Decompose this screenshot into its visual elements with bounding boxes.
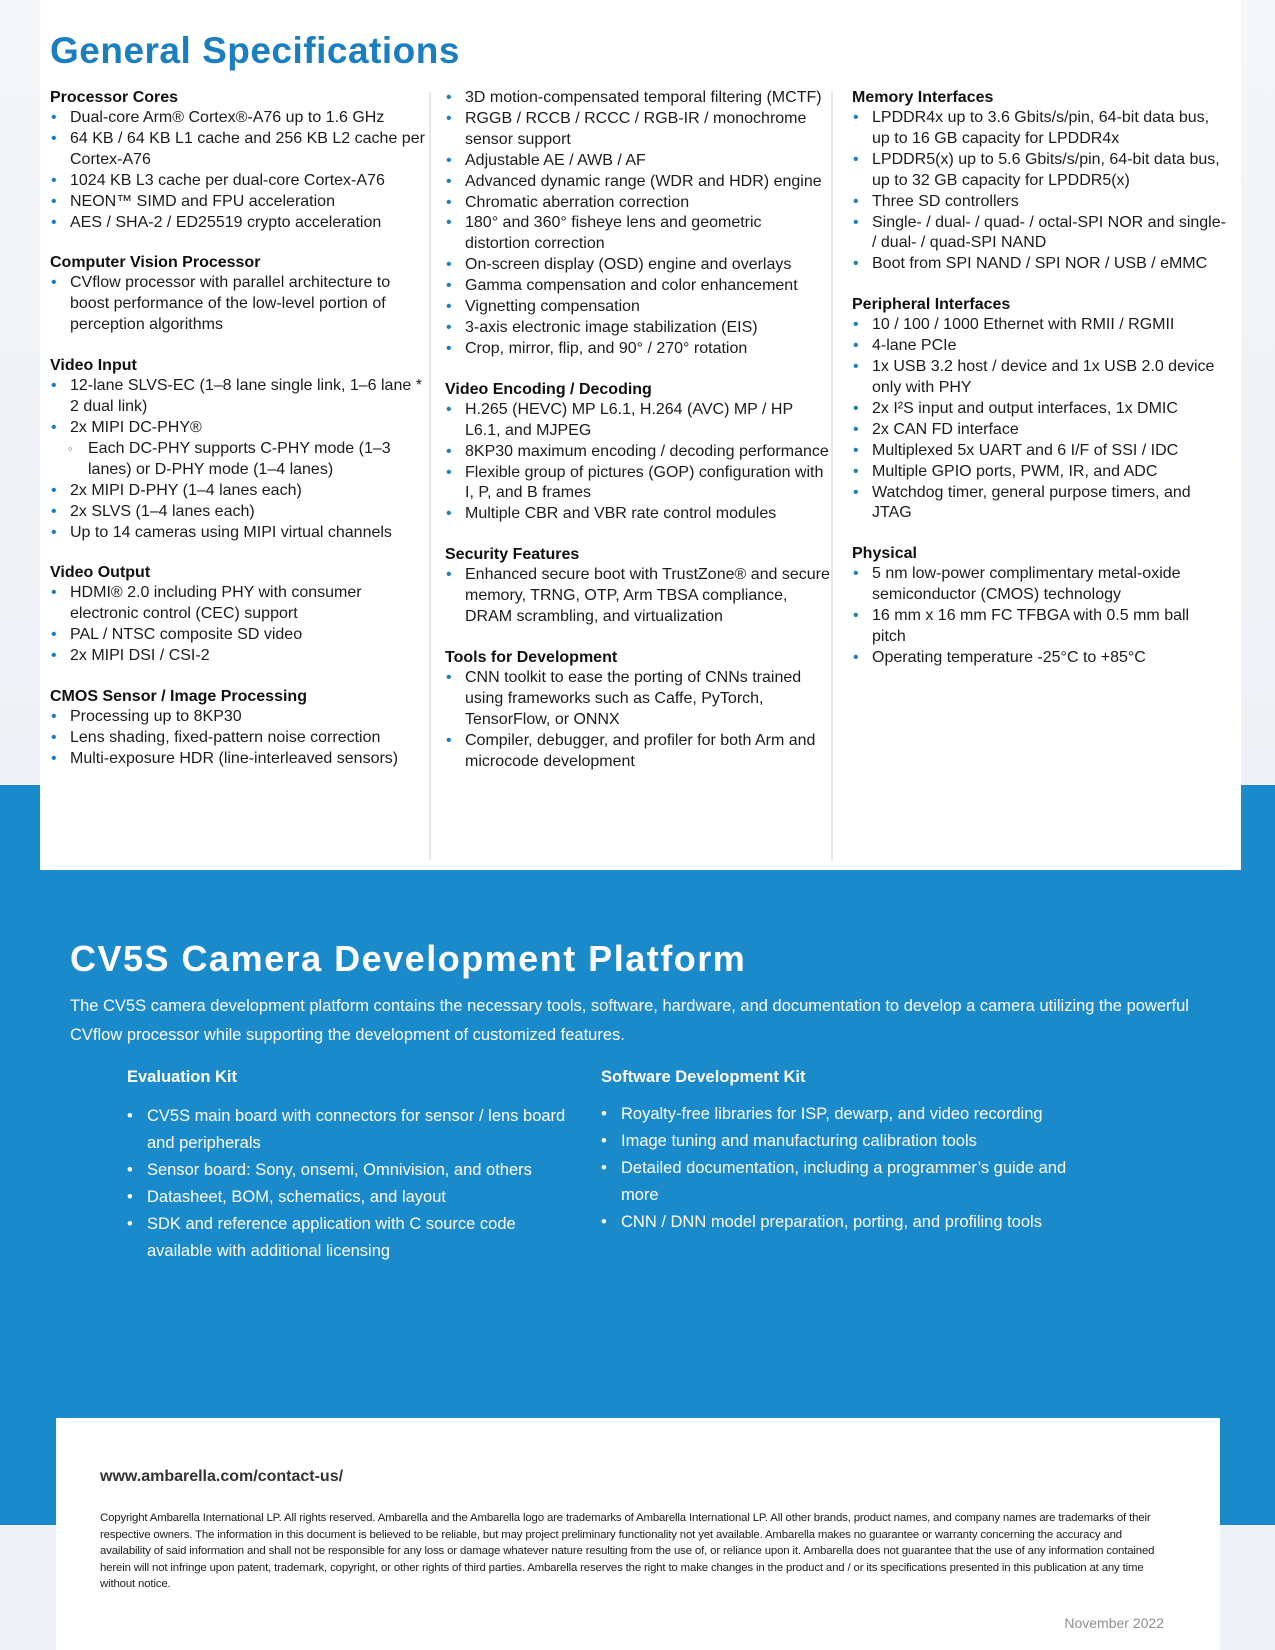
spec-item: • 64 KB / 64 KB L1 cache and 256 KB L2 cache per Cortex-A76 xyxy=(50,129,425,171)
evaluation-kit-list xyxy=(127,1103,567,1265)
platform-title: CV5S Camera Development Platform xyxy=(70,938,747,979)
spec-item: • H.265 (HEVC) MP L6.1, H.264 (AVC) MP / HP L6.1, and MJPEG xyxy=(445,400,830,442)
spec-section xyxy=(445,545,830,628)
spec-sub-item: ◦ Each DC-PHY supports C-PHY mode (1–3 lanes) or D-PHY mode (1–4 lanes) xyxy=(50,439,425,481)
spec-section-heading: Tools for Development xyxy=(445,648,618,666)
spec-item: • NEON™ SIMD and FPU acceleration xyxy=(50,192,425,213)
spec-item: • Flexible group of pictures (GOP) configuration with I, P, and B frames xyxy=(445,463,830,505)
spec-list xyxy=(50,108,425,233)
spec-item: • Enhanced secure boot with TrustZone® and secure memory, TRNG, OTP, Arm TBSA compliance, DRAM scrambling, and virtualization xyxy=(445,565,830,628)
sdk-heading: Software Development Kit xyxy=(601,1068,806,1086)
spec-section xyxy=(445,380,830,525)
spec-item: • Processing up to 8KP30 xyxy=(50,707,425,728)
sdk-list xyxy=(601,1101,1071,1236)
kit-item: • CV5S main board with connectors for sensor / lens board and peripherals xyxy=(127,1103,567,1157)
spec-item: • 180° and 360° fisheye lens and geometric distortion correction xyxy=(445,213,830,255)
spec-item: • Advanced dynamic range (WDR and HDR) engine xyxy=(445,172,830,193)
spec-item: • Boot from SPI NAND / SPI NOR / USB / eMMC xyxy=(852,254,1227,275)
spec-item: • Gamma compensation and color enhancement xyxy=(445,276,830,297)
footer-card xyxy=(56,1418,1220,1650)
column-divider xyxy=(831,92,833,860)
spec-list xyxy=(50,273,425,336)
spec-item: • Multi-exposure HDR (line-interleaved sensors) xyxy=(50,749,425,770)
spec-item: • CNN toolkit to ease the porting of CNNs trained using frameworks such as Caffe, PyTorch, TensorFlow, or ONNX xyxy=(445,668,830,731)
spec-list xyxy=(852,108,1227,275)
spec-item: • Adjustable AE / AWB / AF xyxy=(445,151,830,172)
spec-item: • 2x MIPI D-PHY (1–4 lanes each) xyxy=(50,481,425,502)
spec-item: • Vignetting compensation xyxy=(445,297,830,318)
spec-item: • PAL / NTSC composite SD video xyxy=(50,625,425,646)
kit-item: • Image tuning and manufacturing calibration tools xyxy=(601,1128,1071,1155)
spec-section xyxy=(852,295,1227,524)
spec-list xyxy=(50,707,425,770)
spec-section-heading: Video Input xyxy=(50,357,137,375)
kit-item: • Sensor board: Sony, onsemi, Omnivision, and others xyxy=(127,1157,567,1184)
spec-item: • LPDDR5(x) up to 5.6 Gbits/s/pin, 64-bit data bus, up to 32 GB capacity for LPDDR5(x) xyxy=(852,150,1227,192)
spec-item: • LPDDR4x up to 3.6 Gbits/s/pin, 64-bit data bus, up to 16 GB capacity for LPDDR4x xyxy=(852,108,1227,150)
spec-item: • Multiple GPIO ports, PWM, IR, and ADC xyxy=(852,462,1227,483)
spec-list xyxy=(445,565,830,628)
spec-item: • 10 / 100 / 1000 Ethernet with RMII / RGMII xyxy=(852,315,1227,336)
spec-item: • Single- / dual- / quad- / octal-SPI NOR and single- / dual- / quad-SPI NAND xyxy=(852,213,1227,255)
evaluation-kit-heading: Evaluation Kit xyxy=(127,1068,238,1086)
spec-item: • CVflow processor with parallel architecture to boost performance of the low-level portion of perception algorithms xyxy=(50,273,425,336)
spec-item: • Multiplexed 5x UART and 6 I/F of SSI / IDC xyxy=(852,441,1227,462)
spec-item: • 3D motion-compensated temporal filtering (MCTF) xyxy=(445,88,830,109)
platform-description: The CV5S camera development platform contains the necessary tools, software, hardware, and documentation to develop a camera utilizing the powerful CVflow processor while supporting the development of customized features. xyxy=(70,997,1189,1044)
spec-list xyxy=(852,315,1227,524)
spec-section xyxy=(445,88,830,360)
spec-item: • Three SD controllers xyxy=(852,192,1227,213)
spec-section-heading: Security Features xyxy=(445,546,580,564)
spec-section-heading: Video Output xyxy=(50,564,151,582)
spec-section xyxy=(50,563,425,667)
publication-date: November 2022 xyxy=(1064,1615,1164,1631)
spec-item: • RGGB / RCCB / RCCC / RGB-IR / monochrome sensor support xyxy=(445,109,830,151)
spec-item: • 3-axis electronic image stabilization (EIS) xyxy=(445,318,830,339)
column-divider xyxy=(429,92,431,860)
spec-section xyxy=(852,544,1227,669)
spec-item: • Up to 14 cameras using MIPI virtual channels xyxy=(50,523,425,544)
spec-item: • 12-lane SLVS-EC (1–8 lane single link, 1–6 lane * 2 dual link) xyxy=(50,376,425,418)
spec-item: • 4-lane PCIe xyxy=(852,336,1227,357)
spec-section-heading: Computer Vision Processor xyxy=(50,254,261,272)
spec-column-3 xyxy=(852,88,1227,689)
spec-section xyxy=(50,88,425,233)
spec-item: • Chromatic aberration correction xyxy=(445,193,830,214)
spec-section xyxy=(50,687,425,770)
spec-list xyxy=(445,88,830,360)
spec-column-1 xyxy=(50,88,425,790)
spec-section xyxy=(445,648,830,773)
kit-item: • Detailed documentation, including a programmer’s guide and more xyxy=(601,1155,1071,1209)
spec-item: • Watchdog timer, general purpose timers, and JTAG xyxy=(852,483,1227,525)
spec-item: • On-screen display (OSD) engine and overlays xyxy=(445,255,830,276)
spec-list xyxy=(50,583,425,667)
spec-item: • Compiler, debugger, and profiler for both Arm and microcode development xyxy=(445,731,830,773)
copyright-notice: Copyright Ambarella International LP. All rights reserved. Ambarella and the Ambarella logo are trademarks of Ambarella International LP. All other brands, product names, and company names are trademarks of their respective owners. The information in this document is believed to be reliable, but may project preliminary functionality not yet available. Ambarella makes no guarantee or warranty concerning the accuracy and availability of said information and shall not be responsible for any loss or damage whatever nature resulting from the use of, or reliance upon it. Ambarella does not guarantee that the use of any information contained herein will not infringe upon patent, trademark, copyright, or other rights of third parties. Ambarella reserves the right to make changes in the product and / or its specifications presented in this publication at any time without notice. xyxy=(100,1512,1155,1591)
spec-item: • 2x CAN FD interface xyxy=(852,420,1227,441)
spec-item: • 1024 KB L3 cache per dual-core Cortex-A76 xyxy=(50,171,425,192)
spec-item: • Lens shading, fixed-pattern noise correction xyxy=(50,728,425,749)
spec-section xyxy=(852,88,1227,275)
spec-section-heading: Peripheral Interfaces xyxy=(852,296,1011,314)
specs-title: General Specifications xyxy=(50,30,460,71)
spec-section-heading: CMOS Sensor / Image Processing xyxy=(50,688,307,706)
spec-section-heading: Memory Interfaces xyxy=(852,89,994,106)
kit-item: • Datasheet, BOM, schematics, and layout xyxy=(127,1184,567,1211)
spec-list xyxy=(50,376,425,543)
spec-section xyxy=(50,356,425,543)
spec-item: • HDMI® 2.0 including PHY with consumer electronic control (CEC) support xyxy=(50,583,425,625)
spec-item: • Multiple CBR and VBR rate control modules xyxy=(445,504,830,525)
kit-item: • SDK and reference application with C source code available with additional licensing xyxy=(127,1211,567,1265)
spec-item: • AES / SHA-2 / ED25519 crypto acceleration xyxy=(50,213,425,234)
spec-list xyxy=(852,564,1227,669)
spec-section-heading: Video Encoding / Decoding xyxy=(445,380,652,398)
spec-item: • Crop, mirror, flip, and 90° / 270° rotation xyxy=(445,339,830,360)
spec-list xyxy=(445,668,830,773)
spec-item: • 8KP30 maximum encoding / decoding performance xyxy=(445,442,830,463)
spec-list xyxy=(445,400,830,525)
software-development-kit xyxy=(601,1066,1071,1236)
spec-item: • Operating temperature -25°C to +85°C xyxy=(852,648,1227,669)
spec-item: • 1x USB 3.2 host / device and 1x USB 2.0 device only with PHY xyxy=(852,357,1227,399)
contact-link[interactable]: www.ambarella.com/contact-us/ xyxy=(100,1468,344,1485)
kit-item: • CNN / DNN model preparation, porting, and profiling tools xyxy=(601,1209,1071,1236)
general-specifications-card xyxy=(40,0,1241,870)
spec-item: • 2x SLVS (1–4 lanes each) xyxy=(50,502,425,523)
kit-item: • Royalty-free libraries for ISP, dewarp, and video recording xyxy=(601,1101,1071,1128)
spec-column-2 xyxy=(445,88,830,792)
evaluation-kit xyxy=(127,1066,567,1265)
spec-item: • 2x MIPI DC-PHY® xyxy=(50,418,425,439)
spec-section xyxy=(50,253,425,336)
spec-item: • 2x I²S input and output interfaces, 1x DMIC xyxy=(852,399,1227,420)
spec-item: • 2x MIPI DSI / CSI-2 xyxy=(50,646,425,667)
spec-item: • Dual-core Arm® Cortex®-A76 up to 1.6 GHz xyxy=(50,108,425,129)
spec-section-heading: Physical xyxy=(852,545,917,563)
spec-section-heading: Processor Cores xyxy=(50,89,179,106)
spec-item: • 5 nm low-power complimentary metal-oxide semiconductor (CMOS) technology xyxy=(852,564,1227,606)
spec-item: • 16 mm x 16 mm FC TFBGA with 0.5 mm ball pitch xyxy=(852,606,1227,648)
